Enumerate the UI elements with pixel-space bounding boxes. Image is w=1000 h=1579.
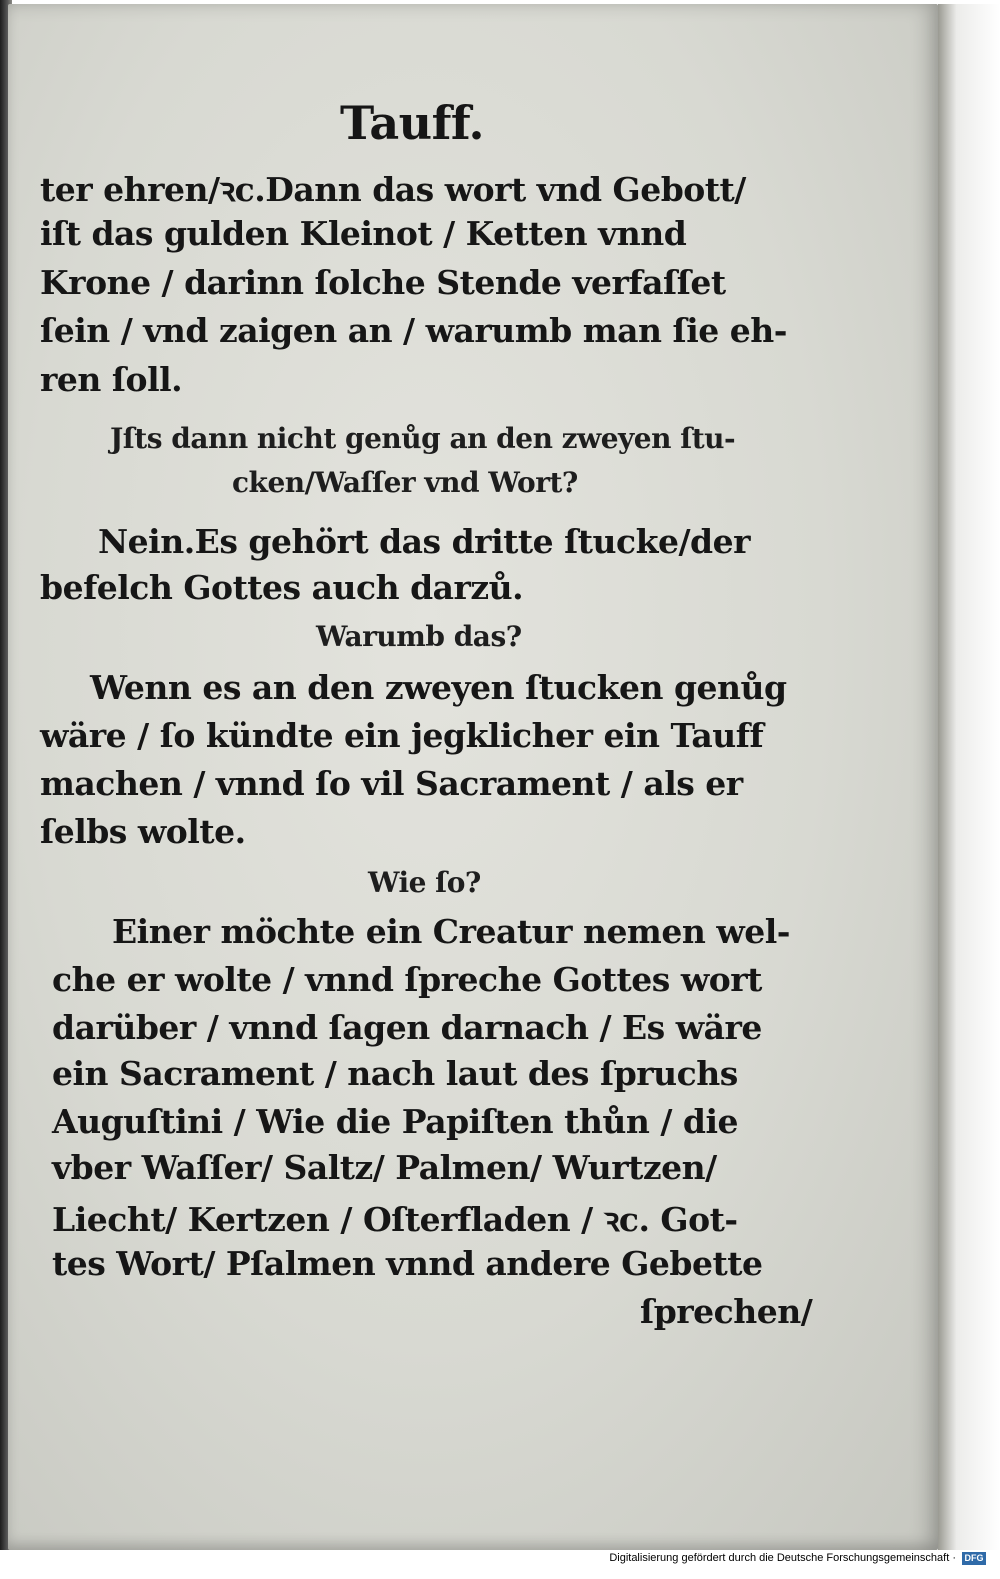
digitization-credit: Digitalisierung gefördert durch die Deutsche Forschungsgemeinschaft · — [609, 1552, 956, 1564]
question-line: Jſts dann nicht genůg an den zweyen ſtu- — [110, 422, 736, 455]
text-line: Auguſtini / Wie die Papiſten thůn / die — [52, 1102, 738, 1141]
text-line: tes Wort/ Pſalmen vnnd andere Gebette — [52, 1244, 763, 1283]
text-line: ein Sacrament / nach laut des ſpruchs — [52, 1054, 738, 1093]
text-line: ter ehren/ꝛc.Dann das wort vnd Gebott/ — [40, 170, 746, 209]
text-line: wäre / ſo kündte ein jegklicher ein Tauff — [40, 716, 764, 755]
text-line: Liecht/ Kertzen / Oſterfladen / ꝛc. Got- — [52, 1200, 738, 1239]
text-line: machen / vnnd ſo vil Sacrament / als er — [40, 764, 743, 803]
text-line: ſelbs wolte. — [40, 812, 246, 851]
text-line: Wenn es an den zweyen ſtucken genůg — [90, 668, 787, 707]
text-line: ren ſoll. — [40, 360, 183, 399]
text-line: iſt das gulden Kleinot / Ketten vnnd — [40, 214, 687, 253]
text-line: Nein.Es gehört das dritte ſtucke/der — [98, 522, 750, 561]
text-line: Einer möchte ein Creatur nemen wel- — [112, 912, 790, 951]
text-line: befelch Gottes auch darzů. — [40, 568, 524, 607]
dfg-logo: DFG — [962, 1552, 986, 1565]
question-line: cken/Waſſer vnd Wort? — [232, 466, 578, 499]
text-line: Krone / darinn ſolche Stende verfaſſet — [40, 263, 726, 302]
page-fore-edge — [938, 4, 1000, 1550]
text-line: che er wolte / vnnd ſpreche Gottes wort — [52, 960, 762, 999]
question-line: Warumb das? — [316, 620, 522, 653]
question-line: Wie ſo? — [368, 866, 481, 899]
text-line: vber Waſſer/ Saltz/ Palmen/ Wurtzen/ — [52, 1148, 717, 1187]
text-line: ſein / vnd zaigen an / warumb man ſie eh- — [40, 311, 787, 350]
catchword: ſprechen/ — [640, 1292, 813, 1331]
text-line: darüber / vnnd ſagen darnach / Es wäre — [52, 1008, 762, 1047]
running-head: Tauff. — [340, 96, 485, 150]
